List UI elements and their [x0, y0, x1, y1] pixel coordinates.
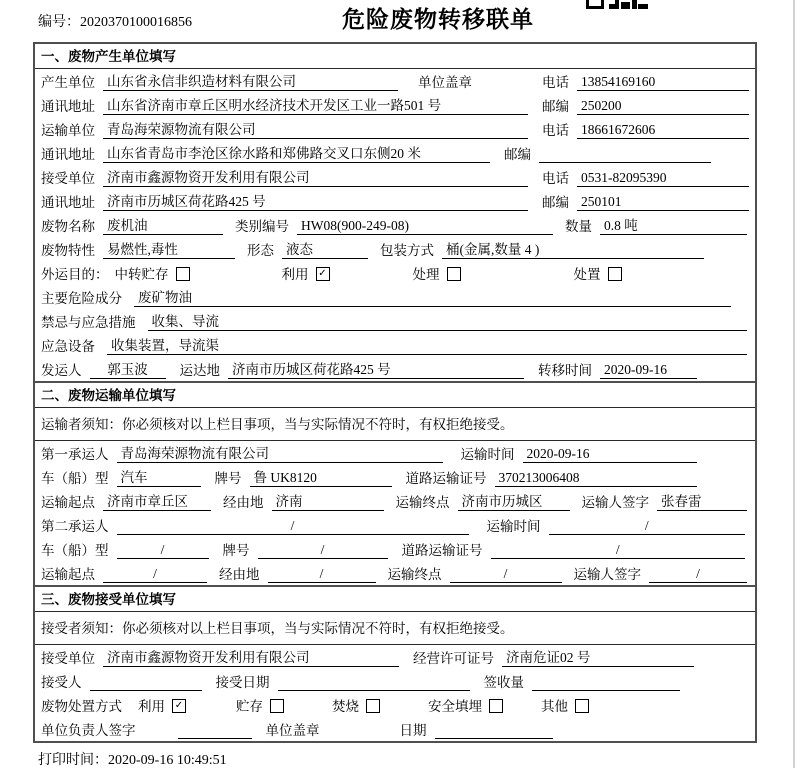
- row-transport-address: [35, 141, 755, 165]
- plate-number-value: 鲁 UK8120: [250, 469, 392, 487]
- responsible-signature-value: [178, 722, 252, 739]
- checkbox-label: 处理: [412, 267, 440, 282]
- field-label: 车（船）型: [41, 543, 109, 558]
- route-end-value: 济南市历城区: [458, 493, 570, 511]
- page-right-edge: [793, 0, 795, 768]
- row-route-1: [35, 489, 755, 513]
- checkbox-unchecked: [447, 267, 461, 281]
- section-1-header: 一、废物产生单位填写: [35, 44, 755, 69]
- field-label: 接受单位: [41, 651, 95, 666]
- purpose-option-storage: [115, 266, 190, 285]
- second-carrier-value: /: [117, 517, 469, 535]
- field-label: 日期: [399, 723, 427, 738]
- receiver-postcode-value: 250101: [577, 193, 749, 211]
- field-label: 形态: [247, 243, 274, 258]
- unit-stamp-label: 单位盖章: [418, 75, 472, 90]
- field-label: 牌号: [222, 543, 250, 558]
- disposal-option-utilize: [138, 698, 186, 717]
- vehicle-type-value: 汽车: [117, 469, 201, 487]
- field-label: 应急设备: [41, 339, 95, 354]
- checkbox-unchecked: [575, 699, 589, 713]
- transport-date-value: 2020-09-16: [523, 445, 698, 463]
- section-2-header: 二、废物运输单位填写: [35, 383, 755, 408]
- row-waste-property: [35, 237, 755, 261]
- emergency-measures-value: 收集、导流: [148, 313, 748, 331]
- checkbox-label: 贮存: [236, 699, 263, 714]
- checkbox-checked: ✓: [316, 267, 330, 281]
- receiver-phone-value: 0531-82095390: [577, 169, 749, 187]
- page-title: 危险废物转移联单: [342, 7, 534, 32]
- received-quantity-value: [532, 674, 680, 691]
- print-time-label: 打印时间：: [38, 753, 108, 768]
- field-label: 禁忌与应急措施: [41, 315, 136, 330]
- section-receiver: [35, 585, 755, 741]
- section-3-header: 三、废物接受单位填写: [35, 587, 755, 612]
- checkbox-label: 中转贮存: [114, 267, 169, 282]
- field-label: 电话: [542, 75, 569, 90]
- transport-phone-value: 18661672606: [577, 121, 749, 139]
- waste-form-value: 液态: [282, 241, 368, 259]
- field-label: 接受日期: [215, 675, 270, 690]
- serial-value: 2020370100016856: [80, 15, 192, 30]
- field-label: 经由地: [223, 495, 264, 510]
- checkbox-label: 利用: [138, 699, 165, 714]
- checkbox-label: 利用: [281, 267, 309, 282]
- section-transporter: [35, 381, 755, 585]
- field-label: 运输起点: [41, 495, 95, 510]
- checkbox-label: 焚烧: [332, 699, 359, 714]
- receiver-address-value: 济南市历城区荷花路425 号: [103, 193, 528, 211]
- print-time-value: 2020-09-16 10:49:51: [108, 753, 227, 768]
- field-label: 运输单位: [41, 123, 95, 138]
- checkbox-unchecked: [270, 699, 284, 713]
- route-end-2-value: /: [450, 565, 562, 583]
- plate-number-2-value: /: [258, 541, 388, 559]
- route-via-value: 济南: [272, 493, 384, 511]
- destination-value: 济南市历城区荷花路425 号: [228, 361, 524, 379]
- waste-category-code-value: HW08(900-249-08): [297, 217, 553, 235]
- checkbox-label: 其他: [541, 699, 568, 714]
- row-acceptor: [35, 669, 755, 693]
- row-transfer-purpose: [35, 261, 755, 285]
- row-transport-unit: [35, 117, 755, 141]
- field-label: 废物特性: [41, 243, 95, 258]
- field-label: 通讯地址: [41, 99, 95, 114]
- purpose-option-treat: [413, 266, 461, 285]
- route-via-2-value: /: [268, 565, 376, 583]
- checkbox-label: 处置: [573, 267, 601, 282]
- field-label: 第二承运人: [41, 519, 109, 534]
- field-label: 经营许可证号: [413, 651, 494, 666]
- row-emergency-equipment: [35, 333, 755, 357]
- checkbox-unchecked: [489, 699, 503, 713]
- checkbox-unchecked: [366, 699, 380, 713]
- row-emergency-measures: [35, 309, 755, 333]
- receiver-notice: 接受者须知：你必须核对以上栏目事项，当与实际情况不符时，有权拒绝接受。: [35, 612, 755, 645]
- waste-name-value: 废机油: [103, 217, 223, 235]
- receiver-unit-value: 济南市鑫源物资开发利用有限公司: [103, 169, 528, 187]
- transport-address-value: 山东省青岛市李沧区徐水路和郑佛路交叉口东侧20 米: [103, 145, 490, 163]
- row-route-2: [35, 561, 755, 585]
- field-label: 类别编号: [235, 219, 289, 234]
- disposal-option-other: [541, 698, 589, 717]
- accepting-unit-value: 济南市鑫源物资开发利用有限公司: [103, 649, 399, 667]
- license-number-value: 济南危证02 号: [502, 649, 694, 667]
- field-label: 道路运输证号: [405, 471, 487, 486]
- carrier-signature-2-value: /: [649, 565, 747, 583]
- transport-unit-value: 青岛海荣源物流有限公司: [103, 121, 528, 139]
- field-label: 废物处置方式: [41, 699, 122, 714]
- field-label: 运输时间: [486, 519, 541, 534]
- field-label: 单位负责人签字: [41, 723, 136, 738]
- field-label: 经由地: [219, 567, 260, 582]
- waste-property-value: 易燃性,毒性: [103, 241, 235, 259]
- field-label: 运输起点: [41, 567, 95, 582]
- field-label: 牌号: [214, 471, 242, 486]
- transporter-notice: 运输者须知：你必须核对以上栏目事项，当与实际情况不符时，有权拒绝接受。: [35, 408, 755, 441]
- transfer-date-value: 2020-09-16: [600, 361, 697, 379]
- row-accepting-unit: [35, 645, 755, 669]
- row-receiver-address: [35, 189, 755, 213]
- field-label: 邮编: [504, 147, 531, 162]
- field-label: 电话: [542, 123, 569, 138]
- field-label: 签收量: [483, 675, 524, 690]
- qr-code-fragment-icon: [586, 0, 650, 10]
- checkbox-unchecked: [608, 267, 622, 281]
- disposal-option-incinerate: [332, 698, 380, 717]
- producer-unit-value: 山东省永信非织造材料有限公司: [103, 73, 398, 91]
- document-header: [0, 0, 796, 42]
- field-label: 邮编: [542, 195, 569, 210]
- producer-phone-value: 13854169160: [577, 73, 749, 91]
- manifest-form-table: [33, 42, 757, 743]
- row-waste-name: [35, 213, 755, 237]
- row-vehicle-1: [35, 465, 755, 489]
- field-label: 运达地: [179, 363, 220, 378]
- carrier-signature-value: 张春雷: [657, 493, 747, 511]
- receive-date-value: [435, 722, 553, 739]
- road-permit-2-value: /: [491, 541, 746, 559]
- field-label: 接受单位: [41, 171, 95, 186]
- field-label: 道路运输证号: [401, 543, 483, 558]
- purpose-option-dispose: [574, 266, 622, 285]
- serial-label: 编号：: [38, 15, 80, 30]
- checkbox-unchecked: [176, 267, 190, 281]
- field-label: 运输终点: [395, 495, 450, 510]
- section-producer: [35, 44, 755, 381]
- field-label: 运输人签字: [581, 495, 649, 510]
- waste-quantity-value: 0.8 吨: [600, 217, 747, 235]
- field-label: 运输终点: [387, 567, 442, 582]
- row-producer-address: [35, 93, 755, 117]
- route-origin-value: 济南市章丘区: [103, 493, 211, 511]
- accept-date-value: [278, 674, 470, 691]
- acceptor-value: [90, 674, 202, 691]
- transport-postcode-value: [539, 146, 711, 163]
- producer-postcode-value: 250200: [577, 97, 749, 115]
- packaging-value: 桶(金属,数量 4 ): [442, 241, 704, 259]
- consignor-value: 郭玉波: [90, 361, 166, 379]
- field-label: 产生单位: [41, 75, 95, 90]
- row-producer-unit: [35, 69, 755, 93]
- row-second-carrier: [35, 513, 755, 537]
- field-label: 通讯地址: [41, 195, 95, 210]
- field-label: 通讯地址: [41, 147, 95, 162]
- row-responsible-signature: [35, 717, 755, 741]
- field-label: 运输时间: [460, 447, 515, 462]
- field-label: 接受人: [41, 675, 82, 690]
- purpose-option-utilize: [282, 266, 330, 285]
- field-label: 包装方式: [380, 243, 434, 258]
- field-label: 废物名称: [41, 219, 95, 234]
- row-disposal-method: [35, 693, 755, 717]
- field-label: 主要危险成分: [41, 291, 122, 306]
- row-consignor: [35, 357, 755, 381]
- checkbox-checked: ✓: [172, 699, 186, 713]
- field-label: 外运目的：: [41, 267, 109, 282]
- disposal-option-landfill: [428, 698, 503, 717]
- route-origin-2-value: /: [103, 565, 207, 583]
- producer-address-value: 山东省济南市章丘区明水经济技术开发区工业一路501 号: [103, 97, 528, 115]
- disposal-option-storage: [236, 698, 284, 717]
- print-time: [38, 749, 227, 768]
- road-permit-value: 370213006408: [495, 469, 698, 487]
- field-label: 数量: [565, 219, 592, 234]
- unit-stamp-label: 单位盖章: [265, 723, 320, 738]
- row-hazard-component: [35, 285, 755, 309]
- emergency-equipment-value: 收集装置，导流渠: [107, 337, 747, 355]
- row-receiver-unit: [35, 165, 755, 189]
- hazard-component-value: 废矿物油: [134, 289, 731, 307]
- row-vehicle-2: [35, 537, 755, 561]
- first-carrier-value: 青岛海荣源物流有限公司: [117, 445, 443, 463]
- field-label: 转移时间: [538, 363, 592, 378]
- row-first-carrier: [35, 441, 755, 465]
- field-label: 电话: [542, 171, 569, 186]
- transport-date-2-value: /: [549, 517, 746, 535]
- field-label: 运输人签字: [573, 567, 641, 582]
- checkbox-label: 安全填埋: [428, 699, 482, 714]
- field-label: 车（船）型: [41, 471, 109, 486]
- field-label: 第一承运人: [41, 447, 109, 462]
- field-label: 发运人: [41, 363, 82, 378]
- vehicle-type-2-value: /: [117, 541, 209, 559]
- field-label: 邮编: [542, 99, 569, 114]
